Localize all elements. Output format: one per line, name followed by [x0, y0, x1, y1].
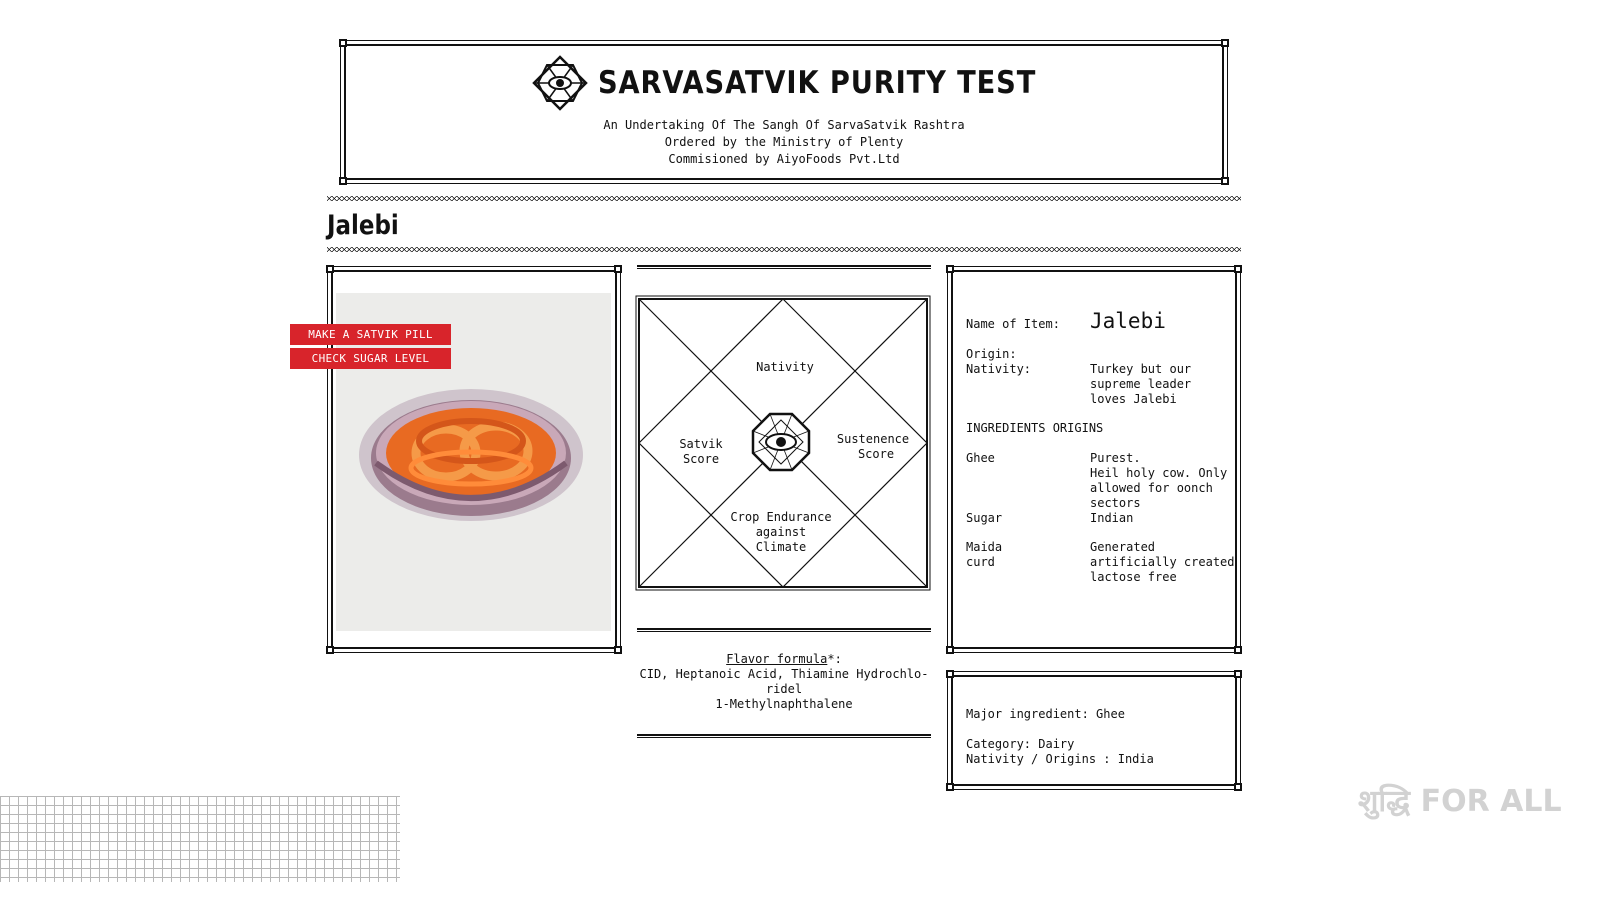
- flavor-formula-label: Flavor formula: [726, 652, 828, 666]
- origin-label: Origin:: [966, 347, 1017, 361]
- item-heading: Jalebi: [327, 210, 399, 241]
- category: Category: Dairy: [966, 737, 1075, 751]
- eye-in-diamond-icon: [532, 55, 588, 111]
- divider-bottom: [327, 247, 1241, 252]
- ingredient-maida-name: Maida: [966, 540, 1003, 554]
- nativity-value-2: supreme leader: [1090, 377, 1192, 391]
- ingredient-maida-line-3: lactose free: [1090, 570, 1177, 584]
- brand-watermark: शुद्धि FOR ALL: [1358, 784, 1562, 819]
- chart-bottom-rule: [637, 628, 931, 632]
- divider-top: [327, 196, 1241, 201]
- name-of-item-value: Jalebi: [1090, 309, 1166, 333]
- ingredients-heading: INGREDIENTS ORIGINS: [966, 421, 1104, 435]
- flavor-line-1: CID, Heptanoic Acid, Thiamine Hydrochlo-: [639, 667, 929, 681]
- flavor-formula-heading: [637, 652, 931, 667]
- chart-label-crop-3: Climate: [755, 540, 807, 554]
- flavor-line-2: ridel: [765, 682, 803, 696]
- chart-label-satvik-1: Satvik: [679, 437, 723, 451]
- flavor-bottom-rule: [637, 734, 931, 738]
- ingredient-maida-line-1: Generated: [1090, 540, 1156, 554]
- chart-label-nativity: Nativity: [756, 360, 814, 374]
- chart-label-satvik-2: Score: [682, 452, 720, 466]
- ingredient-sugar-line-1: Indian: [1090, 511, 1134, 525]
- ingredient-sugar-name: Sugar: [966, 511, 1003, 525]
- ingredient-ghee-line-2: Heil holy cow. Only: [1090, 466, 1228, 480]
- chart-label-crop-2: against: [755, 525, 807, 539]
- chart-label-sustenence-2: Score: [857, 447, 895, 461]
- nativity-label: Nativity:: [966, 362, 1032, 376]
- flavor-line-3: 1-Methylnaphthalene: [715, 697, 853, 711]
- header-line-2: Ordered by the Ministry of Plenty: [664, 135, 904, 149]
- eye-in-octagon-icon: [751, 412, 811, 472]
- chart-label-crop-1: Crop Endurance: [730, 510, 832, 524]
- ingredient-maida-line-2: artificially created: [1090, 555, 1235, 569]
- ingredient-ghee-name: Ghee: [966, 451, 995, 465]
- ingredient-curd-name: curd: [966, 555, 995, 569]
- nativity-value-1: Turkey but our: [1090, 362, 1192, 376]
- chart-label-sustenence-1: Sustenence: [836, 432, 910, 446]
- ingredient-ghee-line-1: Purest.: [1090, 451, 1141, 465]
- chart-top-rule: [637, 265, 931, 269]
- name-of-item-label: Name of Item:: [966, 317, 1060, 331]
- summary-frame: [951, 675, 1237, 786]
- nativity-value-3: loves Jalebi: [1090, 392, 1177, 406]
- ingredient-ghee-line-4: sectors: [1090, 496, 1141, 510]
- flavor-formula-mark: *:: [827, 652, 842, 666]
- header-line-3: Commisioned by AiyoFoods Pvt.Ltd: [668, 152, 900, 166]
- major-ingredient: Major ingredient: Ghee: [966, 707, 1125, 721]
- page-title: SARVASATVIK PURITY TEST: [598, 65, 1037, 101]
- check-sugar-level-button[interactable]: CHECK SUGAR LEVEL: [290, 348, 451, 369]
- make-satvik-pill-button[interactable]: MAKE A SATVIK PILL: [290, 324, 451, 345]
- ingredient-ghee-line-3: allowed for oonch: [1090, 481, 1213, 495]
- nativity-origins: Nativity / Origins : India: [966, 752, 1154, 766]
- grid-decoration: [0, 796, 400, 882]
- header-line-1: An Undertaking Of The Sangh Of SarvaSatvik Rashtra: [603, 118, 965, 132]
